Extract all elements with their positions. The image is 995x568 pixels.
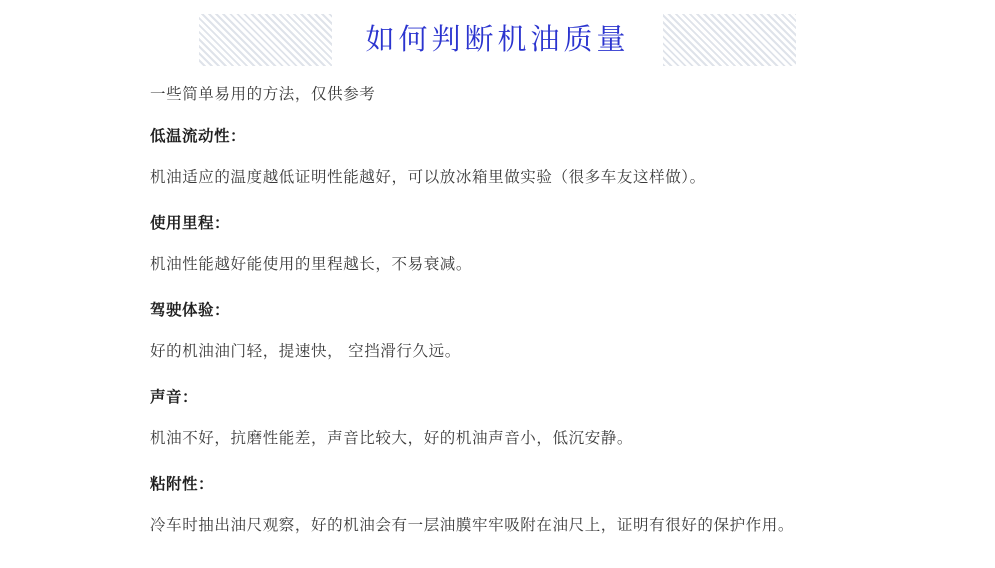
section-paragraph: 机油不好，抗磨性能差，声音比较大，好的机油声音小，低沉安静。: [150, 430, 634, 447]
section-paragraph: 机油适应的温度越低证明性能越好，可以放冰箱里做实验（很多车友这样做）。: [150, 169, 706, 186]
section-sound: [150, 385, 870, 455]
section-mileage: [150, 211, 870, 281]
intro-text: 一些简单易用的方法，仅供参考: [150, 86, 376, 103]
section-heading: 粘附性：: [150, 476, 215, 493]
section-adhesion: [150, 472, 870, 542]
section-paragraph: 冷车时抽出油尺观察，好的机油会有一层油膜牢牢吸附在油尺上，证明有很好的保护作用。: [150, 517, 795, 534]
document-body: [150, 82, 870, 559]
section-paragraph: 好的机油油门轻，提速快， 空挡滑行久远。: [150, 343, 461, 360]
section-driving-experience: [150, 298, 870, 368]
section-low-temperature-fluidity: [150, 124, 870, 194]
section-heading: 声音：: [150, 389, 199, 406]
page-title: 如何判断机油质量: [365, 24, 630, 56]
title-banner: [0, 14, 995, 66]
section-heading: 使用里程：: [150, 215, 231, 232]
section-heading: 低温流动性：: [150, 128, 247, 145]
section-heading: 驾驶体验：: [150, 302, 231, 319]
section-paragraph: 机油性能越好能使用的里程越长，不易衰减。: [150, 256, 473, 273]
